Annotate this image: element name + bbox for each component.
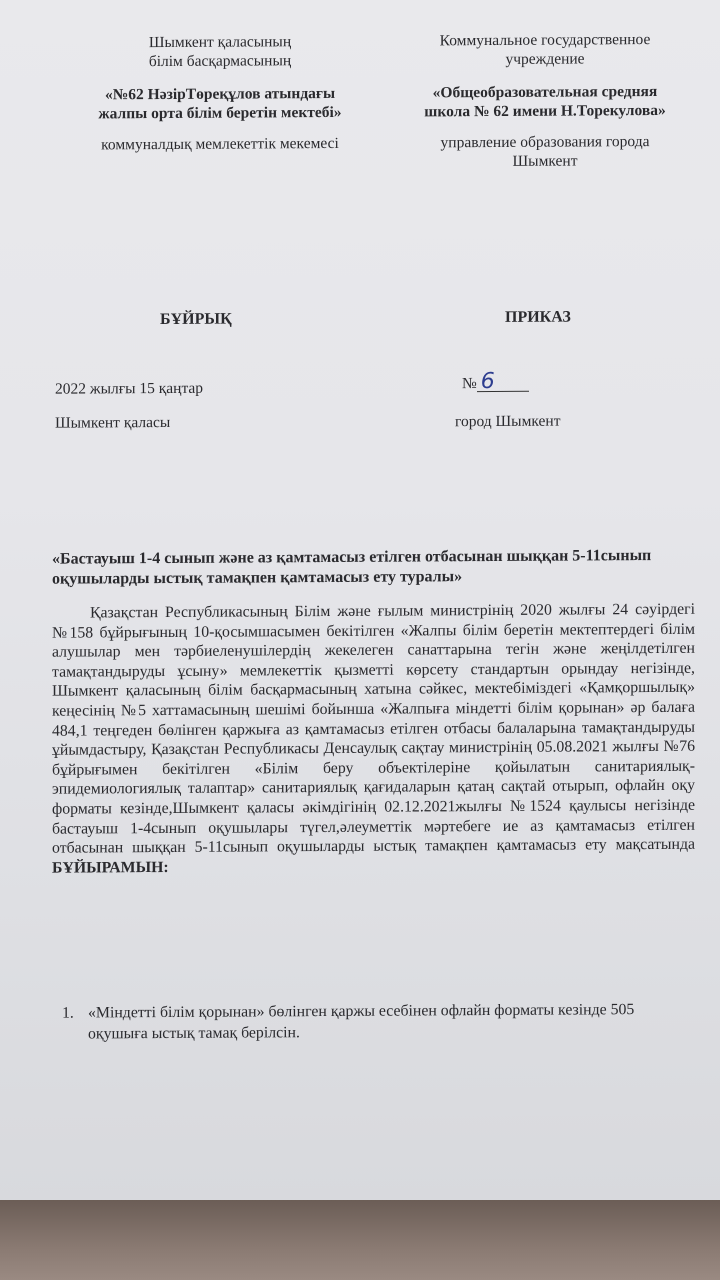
city-russian: город Шымкент (455, 412, 561, 431)
order-item-number: 1. (62, 1004, 74, 1022)
header-right-org-line1: управление образования города (440, 133, 650, 152)
title-kazakh: БҰЙРЫҚ (160, 310, 232, 329)
header-right-line2: учреждение (505, 50, 585, 68)
header-right-line1: Коммунальное государственное (439, 31, 651, 50)
desk-surface (0, 1200, 720, 1280)
order-body (52, 600, 695, 878)
header-left-line1: Шымкент қаласының (148, 33, 292, 52)
order-body-closing: БҰЙЫРАМЫН: (52, 858, 169, 877)
title-russian: ПРИКАЗ (505, 308, 571, 326)
order-item-1 (62, 999, 692, 1045)
header-left-school-line2: жалпы орта білім беретін мектебі» (98, 103, 342, 123)
order-body-text: Қазақстан Республикасының Білім және ғылым министрінің 2020 жылғы 24 сәуірдегі №158 бұйрығының 10-қосымшасымен бекітілген «Жалпы білім беретін мектептердегі білім алушылар мен тәрбиеленушілердің жекелеген санаттарына тегін және жеңілдетілген тамақтандыруды ұсыну» мемлекеттік қызметті көрсету стандартын орындау негізінде, Шымкент қаласының білім басқармасының хатына сәйкес, мектебіміздегі «Қамқоршылық» кеңесінің №5 хаттамасының шешімі бойынша «Жалпыға міндетті білім қорынан» әр балаға 484,1 теңгеден бөлінген қаржыға аз қамтамасыз етілген отбасы балаларына тамақтандыруды ұйымдастыру, Қазақстан Республикасы Денсаулық сақтау министрінің 05.08.2021 жылғы №76 бұйрығымен бекітілген «Білім беру объектілеріне қойылатын санитариялық-эпидемиологиялық талаптар» санитариялық қағидаларын қатаң сақтай отырып, офлайн оқу форматы кезінде,Шымкент қаласы әкімдігінің 02.12.2021жылғы №1524 қаулысы негізінде бастауыш 1-4сынып оқушылары түгел,әлеуметтік мәртебеге ие аз қамтамасыз етілген отбасынан шыққан 5-11сынып оқушыларды ыстық тамақпен қамтамасыз ету мақсатында (52, 600, 695, 857)
header-left-org-type: коммуналдық мемлекеттік мекемесі (101, 134, 339, 154)
order-item-text: «Міндетті білім қорынан» бөлінген қаржы есебінен офлайн форматы кезінде 505 оқушыға ыстық тамақ берілсін. (88, 1001, 635, 1043)
order-subject: «Бастауыш 1-4 сынып және аз қамтамасыз етілген отбасынан шыққан 5-11сынып оқушыларды ыстық тамақпен қамтамасыз ету туралы» (52, 547, 652, 588)
header-right-russian (385, 30, 705, 172)
order-number-handwritten: 6 (477, 373, 529, 392)
header-right-org-line2: Шымкент (512, 152, 578, 170)
header-right-school-line1: «Общеобразовательная средняя (432, 82, 658, 102)
order-number (462, 368, 529, 395)
header-left-line2: білім басқармасының (148, 52, 292, 71)
header-right-school-line2: школа № 62 имени Н.Торекулова» (424, 101, 666, 121)
order-number-prefix: № (462, 375, 477, 393)
header-left-kazakh (55, 32, 385, 155)
header-left-school-line1: «№62 НәзірТөреқұлов атындағы (104, 84, 336, 104)
city-kazakh: Шымкент қаласы (55, 413, 171, 432)
order-date: 2022 жылғы 15 қаңтар (55, 379, 204, 398)
